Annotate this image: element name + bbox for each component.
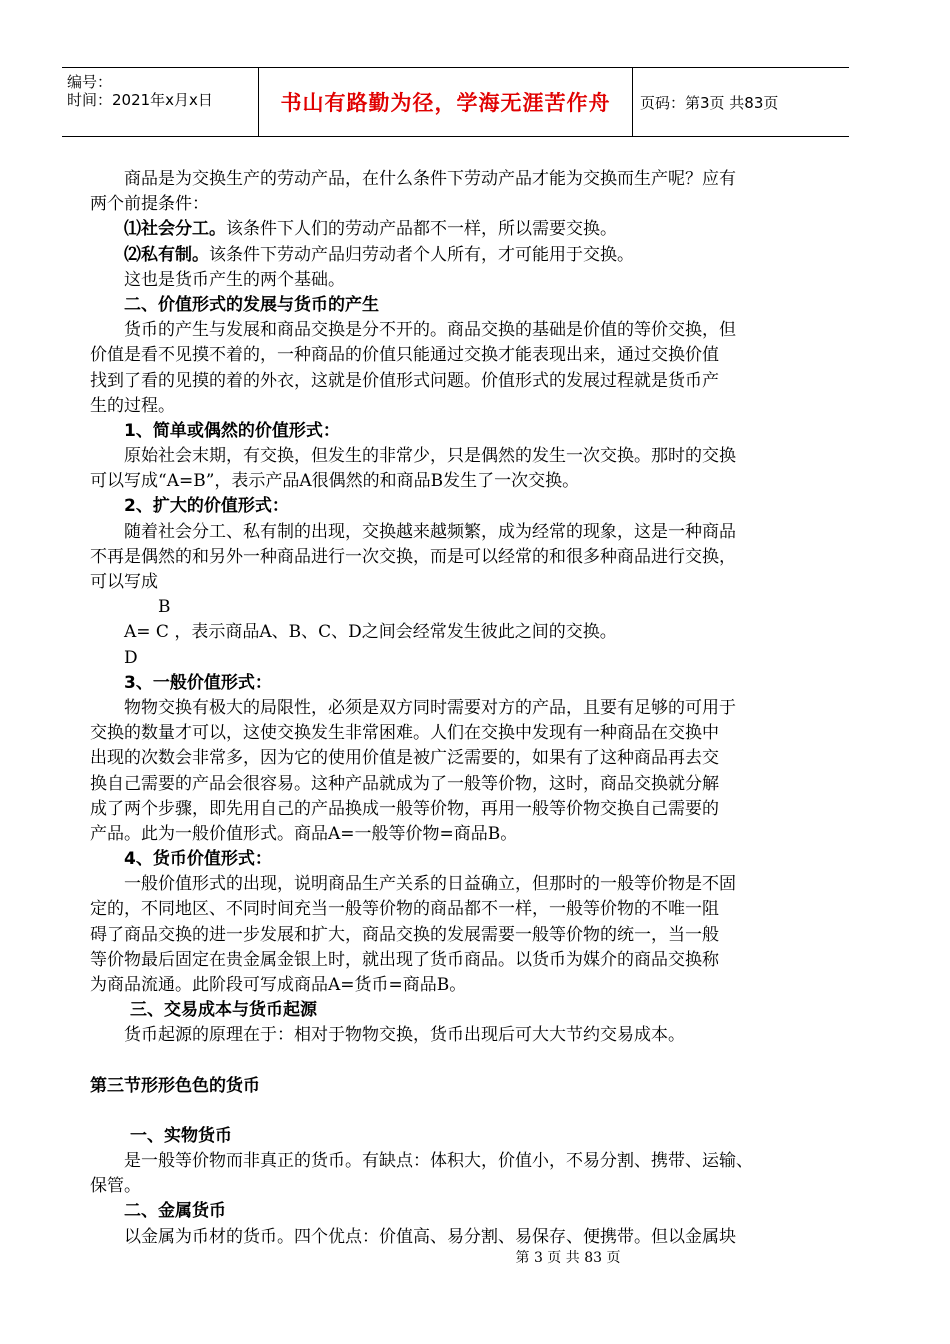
text-line: [90, 243, 830, 268]
text-line: 产品。此为一般价值形式。商品A=一般等价物=商品B。: [90, 823, 518, 844]
text-line: 原始社会末期，有交换，但发生的非常少，只是偶然的发生一次交换。那时的交换: [124, 446, 736, 467]
text-line: 出现的次数会非常多，因为它的使用价值是被广泛需要的，如果有了这种商品再去交: [90, 748, 719, 769]
subsection-heading: 4、货币价值形式：: [124, 849, 272, 870]
text-line: 是一般等价物而非真正的货币。有缺点：体积大，价值小，不易分割、携带、运输、: [124, 1150, 753, 1171]
text-line: [90, 217, 830, 242]
spacer: [90, 1099, 830, 1124]
header-motto: 书山有路勤为径，学海无涯苦作舟: [258, 68, 633, 136]
section-heading: 二、金属货币: [124, 1201, 226, 1222]
text-span: 该条件下人们的劳动产品都不一样，所以需要交换。: [226, 219, 617, 240]
text-line: 货币的产生与发展和商品交换是分不开的。商品交换的基础是价值的等价交换，但: [124, 320, 736, 341]
header-page-label: 页码：第3页 共83页: [640, 93, 779, 112]
text-line: 物物交换有极大的局限性，必须是双方同时需要对方的产品，且要有足够的可用于: [124, 697, 736, 718]
text-line: 可以写成: [90, 572, 158, 592]
text-line: 找到了看的见摸的着的外衣，这就是价值形式问题。价值形式的发展过程就是货币产: [90, 370, 719, 391]
text-line: 定的，不同地区、不同时间充当一般等价物的商品都不一样，一般等价物的不唯一阻: [90, 899, 719, 920]
text-line: 货币起源的原理在于：相对于物物交换，货币出现后可大大节约交易成本。: [124, 1025, 685, 1046]
number-label: 编号：: [67, 73, 113, 91]
section-heading: 二、价值形式的发展与货币的产生: [124, 294, 379, 315]
document-body: [90, 167, 830, 1250]
text-line: 两个前提条件：: [90, 194, 209, 215]
time-label: 时间：2021年x月x日: [67, 91, 213, 109]
text-line: 为商品流通。此阶段可写成商品A=货币=商品B。: [90, 975, 467, 995]
text-line: 以金属为币材的货币。四个优点：价值高、易分割、易保存、便携带。但以金属块: [124, 1226, 736, 1247]
text-line: 保管。: [90, 1176, 141, 1197]
condition-heading: ⑴社会分工。: [124, 219, 226, 240]
formula-line: A= C ，表示商品A、B、C、D之间会经常发生彼此之间的交换。: [124, 622, 617, 643]
text-line: 碍了商品交换的进一步发展和扩大，商品交换的发展需要一般等价物的统一，当一般: [90, 924, 719, 945]
text-line: 换自己需要的产品会很容易。这种产品就成为了一般等价物，这时，商品交换就分解: [90, 773, 719, 794]
chapter-section-title: 第三节形形色色的货币: [90, 1075, 260, 1096]
formula-line: B: [158, 597, 171, 618]
text-line: 不再是偶然的和另外一种商品进行一次交换，而是可以经常的和很多种商品进行交换，: [90, 546, 736, 567]
text-line: 一般价值形式的出现，说明商品生产关系的日益确立，但那时的一般等价物是不固: [124, 874, 736, 895]
text-span: 该条件下劳动产品归劳动者个人所有，才可能用于交换。: [209, 244, 634, 265]
text-line: 等价物最后固定在贵金属金银上时，就出现了货币商品。以货币为媒介的商品交换称: [90, 949, 719, 970]
text-line: 商品是为交换生产的劳动产品，在什么条件下劳动产品才能为交换而生产呢？应有: [124, 169, 736, 189]
text-line: 交换的数量才可以，这使交换发生非常困难。人们在交换中发现有一种商品在交换中: [90, 723, 719, 744]
condition-heading: ⑵私有制。: [124, 244, 209, 265]
section-heading: 三、交易成本与货币起源: [130, 1000, 317, 1021]
formula-line: D: [124, 647, 138, 668]
section-heading: 一、实物货币: [130, 1125, 232, 1146]
text-line: 随着社会分工、私有制的出现，交换越来越频繁，成为经常的现象，这是一种商品: [124, 521, 736, 542]
text-line: 这也是货币产生的两个基础。: [124, 269, 345, 290]
page-header: [62, 67, 849, 137]
subsection-heading: 3、一般价值形式：: [124, 672, 272, 693]
page-footer: 第 3 页 共 83 页: [515, 1250, 621, 1266]
header-meta: [62, 68, 258, 136]
subsection-heading: 2、扩大的价值形式：: [124, 496, 289, 517]
subsection-heading: 1、简单或偶然的价值形式：: [124, 420, 340, 441]
text-line: 成了两个步骤，即先用自己的产品换成一般等价物，再用一般等价物交换自己需要的: [90, 798, 719, 819]
spacer: [90, 1049, 830, 1074]
text-line: 价值是看不见摸不着的，一种商品的价值只能通过交换才能表现出来，通过交换价值: [90, 345, 719, 366]
text-line: 可以写成“A=B”，表示产品A很偶然的和商品B发生了一次交换。: [90, 471, 580, 492]
text-line: 生的过程。: [90, 395, 175, 416]
